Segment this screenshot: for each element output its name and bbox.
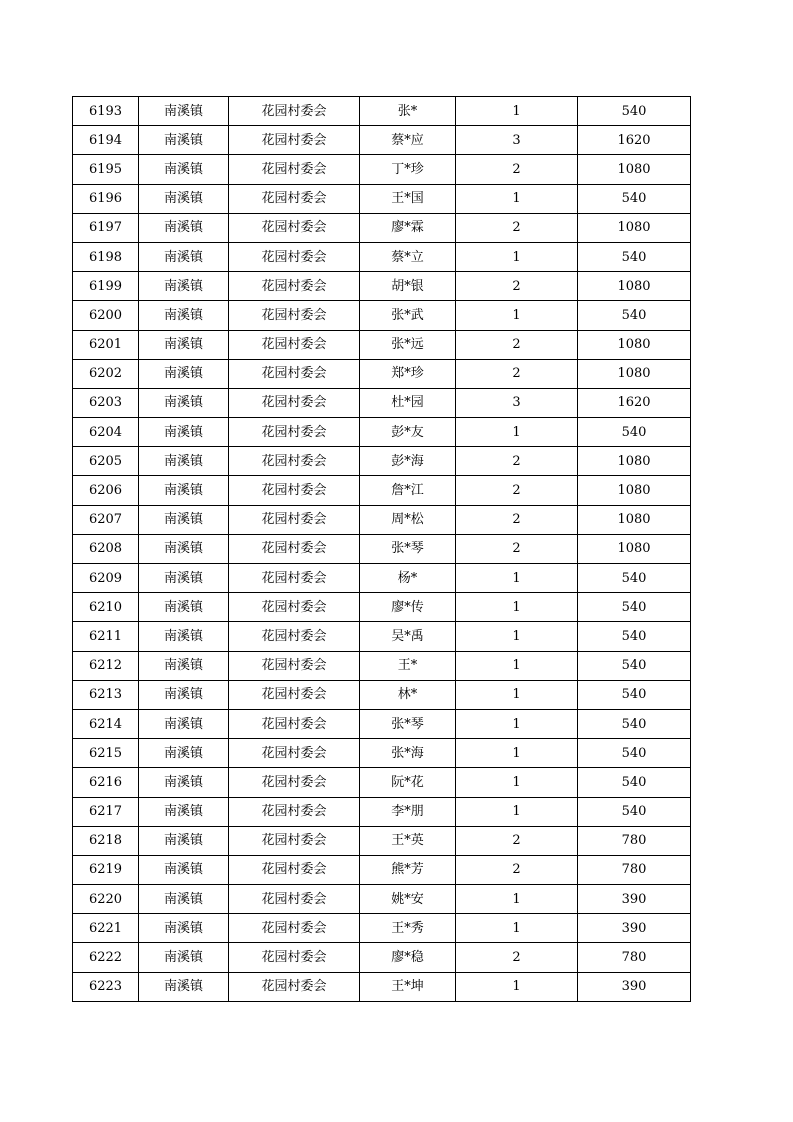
name-cell: 张*琴 bbox=[360, 534, 456, 563]
table-row bbox=[73, 855, 691, 884]
amount-cell: 390 bbox=[578, 972, 691, 1001]
town-cell: 南溪镇 bbox=[139, 914, 229, 943]
town-cell: 南溪镇 bbox=[139, 272, 229, 301]
village-committee-cell: 花园村委会 bbox=[229, 855, 360, 884]
amount-cell: 1080 bbox=[578, 155, 691, 184]
table-row bbox=[73, 301, 691, 330]
people-count-cell: 1 bbox=[456, 797, 578, 826]
table-row bbox=[73, 534, 691, 563]
town-cell: 南溪镇 bbox=[139, 213, 229, 242]
amount-cell: 540 bbox=[578, 242, 691, 271]
people-count-cell: 1 bbox=[456, 242, 578, 271]
amount-cell: 780 bbox=[578, 943, 691, 972]
name-cell: 张*海 bbox=[360, 739, 456, 768]
name-cell: 蔡*应 bbox=[360, 126, 456, 155]
table-row bbox=[73, 943, 691, 972]
town-cell: 南溪镇 bbox=[139, 651, 229, 680]
name-cell: 王*秀 bbox=[360, 914, 456, 943]
people-count-cell: 1 bbox=[456, 418, 578, 447]
name-cell: 周*松 bbox=[360, 505, 456, 534]
people-count-cell: 2 bbox=[456, 155, 578, 184]
people-count-cell: 2 bbox=[456, 359, 578, 388]
row-number-cell: 6206 bbox=[73, 476, 139, 505]
table-row bbox=[73, 388, 691, 417]
table-row bbox=[73, 885, 691, 914]
name-cell: 廖*传 bbox=[360, 593, 456, 622]
amount-cell: 540 bbox=[578, 797, 691, 826]
village-committee-cell: 花园村委会 bbox=[229, 680, 360, 709]
row-number-cell: 6202 bbox=[73, 359, 139, 388]
town-cell: 南溪镇 bbox=[139, 359, 229, 388]
row-number-cell: 6210 bbox=[73, 593, 139, 622]
amount-cell: 780 bbox=[578, 826, 691, 855]
table-row bbox=[73, 768, 691, 797]
town-cell: 南溪镇 bbox=[139, 330, 229, 359]
town-cell: 南溪镇 bbox=[139, 739, 229, 768]
table-row bbox=[73, 155, 691, 184]
table-row bbox=[73, 651, 691, 680]
village-committee-cell: 花园村委会 bbox=[229, 885, 360, 914]
people-count-cell: 1 bbox=[456, 651, 578, 680]
row-number-cell: 6199 bbox=[73, 272, 139, 301]
amount-cell: 540 bbox=[578, 593, 691, 622]
amount-cell: 540 bbox=[578, 739, 691, 768]
row-number-cell: 6219 bbox=[73, 855, 139, 884]
village-committee-cell: 花园村委会 bbox=[229, 359, 360, 388]
name-cell: 杜*园 bbox=[360, 388, 456, 417]
town-cell: 南溪镇 bbox=[139, 593, 229, 622]
town-cell: 南溪镇 bbox=[139, 709, 229, 738]
people-count-cell: 2 bbox=[456, 534, 578, 563]
table-row bbox=[73, 418, 691, 447]
amount-cell: 780 bbox=[578, 855, 691, 884]
people-count-cell: 1 bbox=[456, 885, 578, 914]
name-cell: 廖*稳 bbox=[360, 943, 456, 972]
row-number-cell: 6220 bbox=[73, 885, 139, 914]
amount-cell: 540 bbox=[578, 418, 691, 447]
people-count-cell: 3 bbox=[456, 388, 578, 417]
people-count-cell: 1 bbox=[456, 184, 578, 213]
people-count-cell: 2 bbox=[456, 855, 578, 884]
row-number-cell: 6213 bbox=[73, 680, 139, 709]
row-number-cell: 6223 bbox=[73, 972, 139, 1001]
town-cell: 南溪镇 bbox=[139, 564, 229, 593]
table-row bbox=[73, 593, 691, 622]
people-count-cell: 1 bbox=[456, 709, 578, 738]
amount-cell: 540 bbox=[578, 622, 691, 651]
people-count-cell: 1 bbox=[456, 739, 578, 768]
town-cell: 南溪镇 bbox=[139, 797, 229, 826]
town-cell: 南溪镇 bbox=[139, 418, 229, 447]
people-count-cell: 2 bbox=[456, 330, 578, 359]
row-number-cell: 6217 bbox=[73, 797, 139, 826]
people-count-cell: 1 bbox=[456, 622, 578, 651]
table-row bbox=[73, 242, 691, 271]
name-cell: 彭*海 bbox=[360, 447, 456, 476]
row-number-cell: 6200 bbox=[73, 301, 139, 330]
table-row bbox=[73, 622, 691, 651]
amount-cell: 1620 bbox=[578, 126, 691, 155]
table-row bbox=[73, 184, 691, 213]
table-row bbox=[73, 272, 691, 301]
village-committee-cell: 花园村委会 bbox=[229, 447, 360, 476]
row-number-cell: 6193 bbox=[73, 97, 139, 126]
town-cell: 南溪镇 bbox=[139, 768, 229, 797]
village-committee-cell: 花园村委会 bbox=[229, 330, 360, 359]
people-count-cell: 2 bbox=[456, 505, 578, 534]
row-number-cell: 6209 bbox=[73, 564, 139, 593]
amount-cell: 1080 bbox=[578, 534, 691, 563]
table-row bbox=[73, 680, 691, 709]
town-cell: 南溪镇 bbox=[139, 826, 229, 855]
amount-cell: 1620 bbox=[578, 388, 691, 417]
row-number-cell: 6195 bbox=[73, 155, 139, 184]
row-number-cell: 6196 bbox=[73, 184, 139, 213]
amount-cell: 540 bbox=[578, 97, 691, 126]
people-count-cell: 2 bbox=[456, 943, 578, 972]
row-number-cell: 6198 bbox=[73, 242, 139, 271]
name-cell: 阮*花 bbox=[360, 768, 456, 797]
row-number-cell: 6221 bbox=[73, 914, 139, 943]
name-cell: 丁*珍 bbox=[360, 155, 456, 184]
subsidy-table bbox=[72, 96, 691, 1002]
name-cell: 詹*江 bbox=[360, 476, 456, 505]
town-cell: 南溪镇 bbox=[139, 155, 229, 184]
amount-cell: 1080 bbox=[578, 330, 691, 359]
village-committee-cell: 花园村委会 bbox=[229, 914, 360, 943]
people-count-cell: 1 bbox=[456, 301, 578, 330]
name-cell: 张*武 bbox=[360, 301, 456, 330]
table-row bbox=[73, 97, 691, 126]
row-number-cell: 6208 bbox=[73, 534, 139, 563]
name-cell: 张*琴 bbox=[360, 709, 456, 738]
town-cell: 南溪镇 bbox=[139, 885, 229, 914]
amount-cell: 390 bbox=[578, 914, 691, 943]
people-count-cell: 1 bbox=[456, 680, 578, 709]
village-committee-cell: 花园村委会 bbox=[229, 972, 360, 1001]
row-number-cell: 6203 bbox=[73, 388, 139, 417]
town-cell: 南溪镇 bbox=[139, 476, 229, 505]
row-number-cell: 6197 bbox=[73, 213, 139, 242]
town-cell: 南溪镇 bbox=[139, 943, 229, 972]
amount-cell: 540 bbox=[578, 709, 691, 738]
amount-cell: 540 bbox=[578, 184, 691, 213]
people-count-cell: 2 bbox=[456, 826, 578, 855]
town-cell: 南溪镇 bbox=[139, 972, 229, 1001]
village-committee-cell: 花园村委会 bbox=[229, 622, 360, 651]
amount-cell: 1080 bbox=[578, 505, 691, 534]
village-committee-cell: 花园村委会 bbox=[229, 564, 360, 593]
table-row bbox=[73, 359, 691, 388]
name-cell: 李*朋 bbox=[360, 797, 456, 826]
table-row bbox=[73, 826, 691, 855]
village-committee-cell: 花园村委会 bbox=[229, 242, 360, 271]
town-cell: 南溪镇 bbox=[139, 242, 229, 271]
town-cell: 南溪镇 bbox=[139, 534, 229, 563]
village-committee-cell: 花园村委会 bbox=[229, 534, 360, 563]
amount-cell: 1080 bbox=[578, 476, 691, 505]
table-row bbox=[73, 709, 691, 738]
people-count-cell: 1 bbox=[456, 914, 578, 943]
people-count-cell: 1 bbox=[456, 97, 578, 126]
table-row bbox=[73, 797, 691, 826]
people-count-cell: 2 bbox=[456, 447, 578, 476]
name-cell: 王* bbox=[360, 651, 456, 680]
name-cell: 蔡*立 bbox=[360, 242, 456, 271]
village-committee-cell: 花园村委会 bbox=[229, 943, 360, 972]
village-committee-cell: 花园村委会 bbox=[229, 213, 360, 242]
town-cell: 南溪镇 bbox=[139, 301, 229, 330]
name-cell: 王*国 bbox=[360, 184, 456, 213]
name-cell: 张* bbox=[360, 97, 456, 126]
people-count-cell: 1 bbox=[456, 972, 578, 1001]
village-committee-cell: 花园村委会 bbox=[229, 301, 360, 330]
amount-cell: 540 bbox=[578, 680, 691, 709]
row-number-cell: 6194 bbox=[73, 126, 139, 155]
village-committee-cell: 花园村委会 bbox=[229, 418, 360, 447]
town-cell: 南溪镇 bbox=[139, 622, 229, 651]
people-count-cell: 2 bbox=[456, 476, 578, 505]
amount-cell: 1080 bbox=[578, 272, 691, 301]
village-committee-cell: 花园村委会 bbox=[229, 126, 360, 155]
village-committee-cell: 花园村委会 bbox=[229, 709, 360, 738]
table-row bbox=[73, 972, 691, 1001]
row-number-cell: 6214 bbox=[73, 709, 139, 738]
village-committee-cell: 花园村委会 bbox=[229, 388, 360, 417]
people-count-cell: 2 bbox=[456, 272, 578, 301]
village-committee-cell: 花园村委会 bbox=[229, 505, 360, 534]
village-committee-cell: 花园村委会 bbox=[229, 476, 360, 505]
row-number-cell: 6211 bbox=[73, 622, 139, 651]
people-count-cell: 1 bbox=[456, 768, 578, 797]
name-cell: 彭*友 bbox=[360, 418, 456, 447]
table-row bbox=[73, 739, 691, 768]
people-count-cell: 3 bbox=[456, 126, 578, 155]
name-cell: 林* bbox=[360, 680, 456, 709]
row-number-cell: 6204 bbox=[73, 418, 139, 447]
people-count-cell: 2 bbox=[456, 213, 578, 242]
name-cell: 王*英 bbox=[360, 826, 456, 855]
village-committee-cell: 花园村委会 bbox=[229, 797, 360, 826]
amount-cell: 540 bbox=[578, 651, 691, 680]
people-count-cell: 1 bbox=[456, 593, 578, 622]
table-row bbox=[73, 213, 691, 242]
village-committee-cell: 花园村委会 bbox=[229, 768, 360, 797]
village-committee-cell: 花园村委会 bbox=[229, 272, 360, 301]
name-cell: 廖*霖 bbox=[360, 213, 456, 242]
town-cell: 南溪镇 bbox=[139, 505, 229, 534]
town-cell: 南溪镇 bbox=[139, 97, 229, 126]
row-number-cell: 6201 bbox=[73, 330, 139, 359]
village-committee-cell: 花园村委会 bbox=[229, 593, 360, 622]
village-committee-cell: 花园村委会 bbox=[229, 97, 360, 126]
village-committee-cell: 花园村委会 bbox=[229, 739, 360, 768]
table-row bbox=[73, 476, 691, 505]
amount-cell: 1080 bbox=[578, 213, 691, 242]
row-number-cell: 6205 bbox=[73, 447, 139, 476]
row-number-cell: 6222 bbox=[73, 943, 139, 972]
name-cell: 杨* bbox=[360, 564, 456, 593]
amount-cell: 540 bbox=[578, 301, 691, 330]
name-cell: 吴*禹 bbox=[360, 622, 456, 651]
people-count-cell: 1 bbox=[456, 564, 578, 593]
table-row bbox=[73, 330, 691, 359]
row-number-cell: 6215 bbox=[73, 739, 139, 768]
name-cell: 胡*银 bbox=[360, 272, 456, 301]
table-row bbox=[73, 564, 691, 593]
town-cell: 南溪镇 bbox=[139, 447, 229, 476]
town-cell: 南溪镇 bbox=[139, 855, 229, 884]
town-cell: 南溪镇 bbox=[139, 184, 229, 213]
town-cell: 南溪镇 bbox=[139, 680, 229, 709]
name-cell: 熊*芳 bbox=[360, 855, 456, 884]
row-number-cell: 6216 bbox=[73, 768, 139, 797]
amount-cell: 1080 bbox=[578, 447, 691, 476]
name-cell: 王*坤 bbox=[360, 972, 456, 1001]
name-cell: 张*远 bbox=[360, 330, 456, 359]
village-committee-cell: 花园村委会 bbox=[229, 184, 360, 213]
name-cell: 姚*安 bbox=[360, 885, 456, 914]
table-row bbox=[73, 505, 691, 534]
village-committee-cell: 花园村委会 bbox=[229, 826, 360, 855]
table-row bbox=[73, 126, 691, 155]
table-row bbox=[73, 447, 691, 476]
town-cell: 南溪镇 bbox=[139, 126, 229, 155]
name-cell: 郑*珍 bbox=[360, 359, 456, 388]
village-committee-cell: 花园村委会 bbox=[229, 155, 360, 184]
amount-cell: 540 bbox=[578, 768, 691, 797]
table-row bbox=[73, 914, 691, 943]
table-body bbox=[73, 97, 691, 1002]
town-cell: 南溪镇 bbox=[139, 388, 229, 417]
amount-cell: 1080 bbox=[578, 359, 691, 388]
amount-cell: 390 bbox=[578, 885, 691, 914]
row-number-cell: 6207 bbox=[73, 505, 139, 534]
amount-cell: 540 bbox=[578, 564, 691, 593]
row-number-cell: 6212 bbox=[73, 651, 139, 680]
row-number-cell: 6218 bbox=[73, 826, 139, 855]
village-committee-cell: 花园村委会 bbox=[229, 651, 360, 680]
